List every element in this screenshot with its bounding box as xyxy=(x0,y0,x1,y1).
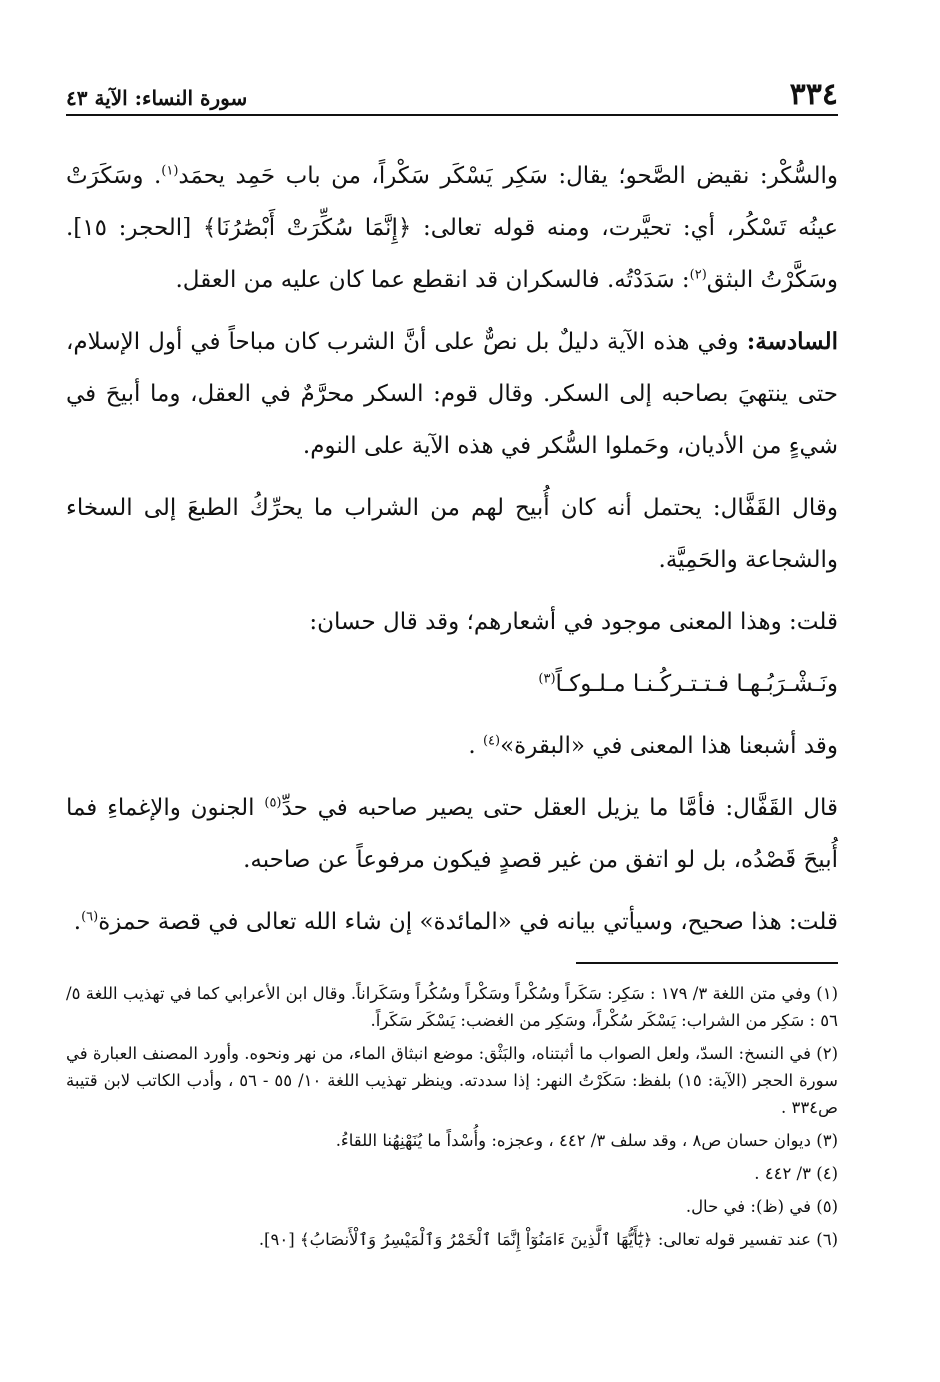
paragraph-qaffal-2 xyxy=(66,782,838,886)
paragraph-sixth xyxy=(66,316,838,472)
running-title: سورة النساء: الآية ٤٣ xyxy=(66,86,248,110)
footnotes xyxy=(66,980,838,1259)
paragraph-text: وقد أشبعنا هذا المعنى في «البقرة» xyxy=(500,733,838,759)
paragraph-text: وفي هذه الآية دليلٌ بل نصٌّ على أنَّ الشرب كان مباحاً في أول الإسلام، حتى ينتهيَ بصاحبه إلى السكر. وقال قوم: السكر محرَّمٌ في العقل، وما أبيحَ في شيءٍ من الأديان، وحَملوا السُّكر في هذه الآية على النوم. xyxy=(66,329,838,459)
main-text xyxy=(66,150,838,958)
page-number: ٣٣٤ xyxy=(789,77,838,112)
verse-text: ونَـشْـرَبُـهـا فـتـتـركُـنـا مـلـوكـاً xyxy=(555,671,838,697)
paragraph-text: قال القَفَّال: فأمَّا ما يزيل العقل حتى يصير صاحبه في حدِّ xyxy=(281,795,839,821)
poem-verse xyxy=(66,658,838,710)
page-header xyxy=(66,66,838,116)
footnote-ref: (٣) xyxy=(538,671,556,687)
footnote-3: (٣) ديوان حسان ص٨ ، وقد سلف ٣/ ٤٤٢ ، وعجزه: وأُسْداً ما يُنَهْنِهُنا اللقاءُ. xyxy=(335,1131,838,1150)
paragraph-maida xyxy=(66,896,838,948)
paragraph-text: والسُّكْر: نقيض الصَّحو؛ يقال: سَكِر يَسْكَر سَكْراً، من باب حَمِد يحمَد xyxy=(178,163,838,189)
paragraph-hassan xyxy=(66,596,838,648)
paragraph-qaffal xyxy=(66,482,838,586)
footnote-separator xyxy=(576,962,838,964)
footnote-ref: (٥) xyxy=(264,795,282,811)
footnote-1: (١) وفي متن اللغة ٣/ ١٧٩ : سَكِر: سَكَراً وسُكْراً وسَكْراً وسُكُراً وسَكَراناً. وقال ابن الأعرابي كما في تهذيب اللغة ٥/ ٥٦ : سَكِر من الشراب: يَسْكَر سُكْراً، وسَكِر من الغضب: يَسْكَر سَكَراً. xyxy=(66,984,838,1030)
paragraph-text: : سَدَدْتُه. فالسكران قد انقطع عما كان عليه من العقل. xyxy=(175,267,690,293)
footnote-5: (٥) في (ظ): في حال. xyxy=(685,1197,838,1216)
punctuation: . xyxy=(153,163,162,189)
punctuation: . xyxy=(73,909,82,935)
section-lead: السادسة: xyxy=(746,328,839,355)
punctuation: . xyxy=(468,733,476,759)
footnote-ref: (٤) xyxy=(482,733,501,749)
paragraph-text: وسَكَرَتْ عينُه تَسْكُر، أي: تحيَّرت، ومنه قوله تعالى: ﴿إِنَّمَا سُكِّرَتْ أَبْصَٰرُنَا﴾ [الحجر: ١٥]. وسَكَّرْتُ البثق xyxy=(66,163,838,293)
paragraph-text: الجنون والإغماءِ فما أُبيحَ قَصْدُه، بل لو اتفق من غير قصدٍ فيكون مرفوعاً عن صاحبه. xyxy=(66,795,838,873)
paragraph-sukr xyxy=(66,150,838,306)
paragraph-text: قلت: وهذا المعنى موجود في أشعارهم؛ وقد قال حسان: xyxy=(309,609,838,635)
footnote-ref: (٦) xyxy=(81,909,99,925)
footnote-2: (٢) في النسخ: السدّ، ولعل الصواب ما أثبتناه، والبَثْق: موضع انبثاق الماء، من نهر ونحوه. وأورد المصنف العبارة في سورة الحجر (الآية: ١٥) بلفظ: سَكَرْتُ النهر: إذا سددته. وينظر تهذيب اللغة ١٠/ ٥٥ - ٥٦ ، وأدب الكاتب لابن قتيبة ص٣٣٤ . xyxy=(66,1044,838,1117)
footnote-4: (٤) ٣/ ٤٤٢ . xyxy=(754,1164,838,1183)
paragraph-text: وقال القَفَّال: يحتمل أنه كان أُبيح لهم من الشراب ما يحرِّكُ الطبعَ إلى السخاء والشجاعة والحَمِيَّة. xyxy=(66,495,838,573)
paragraph-baqara xyxy=(66,720,838,772)
footnote-ref: (١) xyxy=(161,163,179,179)
footnote-ref: (٢) xyxy=(689,267,707,283)
footnote-6: (٦) عند تفسير قوله تعالى: ﴿يَٰٓأَيُّهَا ٱلَّذِينَ ءَامَنُوٓاْ إِنَّمَا ٱلْخَمْرُ وَٱلْمَيْسِرُ وَٱلْأَنصَابُ﴾ [٩٠]. xyxy=(258,1230,838,1249)
paragraph-text: قلت: هذا صحيح، وسيأتي بيانه في «المائدة» إن شاء الله تعالى في قصة حمزة xyxy=(98,909,838,935)
